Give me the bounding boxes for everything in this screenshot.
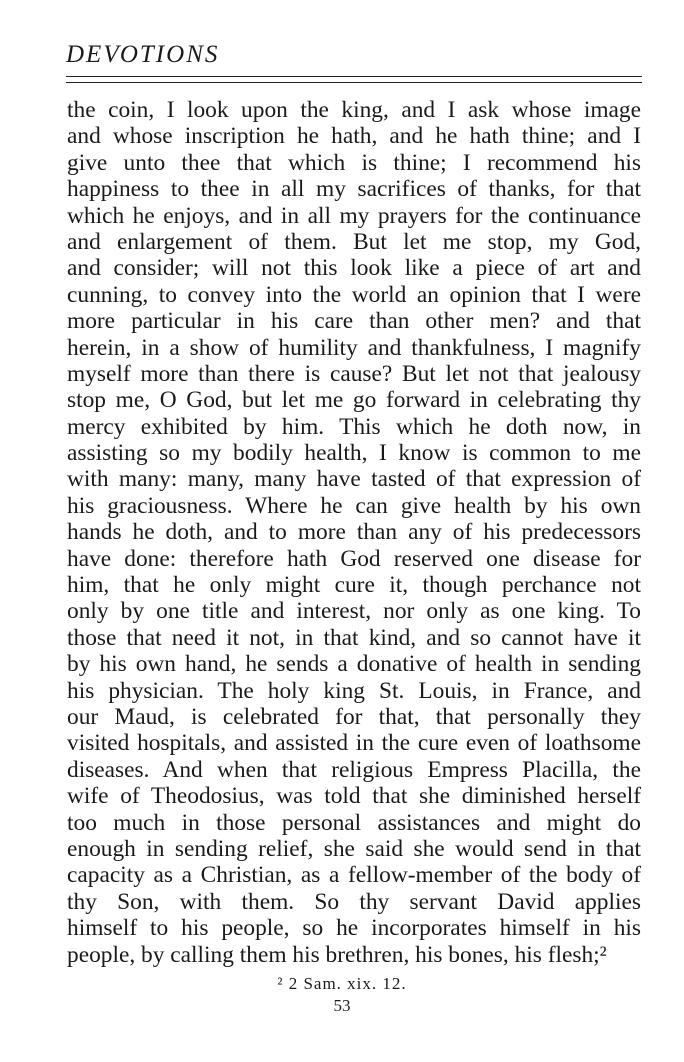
text-line: thy Son, with them. So thy servant David applies — [67, 888, 641, 915]
text-line: the coin, I look upon the king, and I ask whose image — [67, 97, 641, 123]
header-rule-top — [66, 76, 642, 77]
text-line: himself to his people, so he incorporates himself in his — [67, 915, 641, 942]
text-line: those that need it not, in that kind, and so cannot have it — [67, 624, 641, 651]
text-line: too much in those personal assistances and might do — [67, 809, 641, 836]
text-line: more particular in his care than other men? and that — [67, 308, 641, 335]
text-line: our Maud, is celebrated for that, that personally they — [67, 703, 641, 730]
text-line: his physician. The holy king St. Louis, in France, and — [67, 677, 641, 704]
text-line: mercy exhibited by him. This which he doth now, in — [67, 413, 641, 440]
text-line: myself more than there is cause? But let not that jealousy — [67, 360, 641, 387]
text-line: his graciousness. Where he can give health by his own — [67, 492, 641, 519]
text-line: herein, in a show of humility and thankfulness, I magnify — [67, 334, 641, 361]
header-rule-bottom — [66, 82, 642, 83]
text-line: visited hospitals, and assisted in the cure even of loathsome — [67, 730, 641, 757]
page-number: 53 — [333, 996, 351, 1015]
text-line: diseases. And when that religious Empress Placilla, the — [67, 756, 641, 783]
text-line: stop me, O God, but let me go forward in celebrating thy — [67, 387, 641, 414]
text-line: only by one title and interest, nor only as one king. To — [67, 598, 641, 625]
text-line: by his own hand, he sends a donative of health in sending — [67, 651, 641, 678]
text-line: and consider; will not this look like a piece of art and — [67, 255, 641, 282]
text-line: assisting so my bodily health, I know is common to me — [67, 440, 641, 467]
text-line: him, that he only might cure it, though perchance not — [67, 572, 641, 599]
text-line: wife of Theodosius, was told that she diminished herself — [67, 783, 641, 810]
text-line: hands he doth, and to more than any of his predecessors — [67, 519, 641, 546]
text-line: happiness to thee in all my sacrifices of thanks, for that — [67, 176, 641, 203]
text-line: people, by calling them his brethren, his bones, his flesh;² — [67, 941, 607, 968]
text-line: enough in sending relief, she said she would send in that — [67, 835, 641, 862]
text-line: with many: many, many have tasted of that expression of — [67, 466, 641, 493]
text-line: give unto thee that which is thine; I recommend his — [67, 149, 641, 176]
text-line: and whose inscription he hath, and he hath thine; and I — [67, 123, 641, 150]
running-title: DEVOTIONS — [66, 41, 220, 68]
footnote: ² 2 Sam. xix. 12. — [277, 974, 407, 993]
text-line: and enlargement of them. But let me stop, my God, — [67, 228, 641, 255]
text-line: which he enjoys, and in all my prayers for the continuance — [67, 202, 641, 229]
text-line: have done: therefore hath God reserved one disease for — [67, 545, 641, 572]
text-line: cunning, to convey into the world an opinion that I were — [67, 281, 641, 308]
body-text — [67, 97, 641, 968]
text-line: capacity as a Christian, as a fellow-member of the body of — [67, 862, 641, 889]
